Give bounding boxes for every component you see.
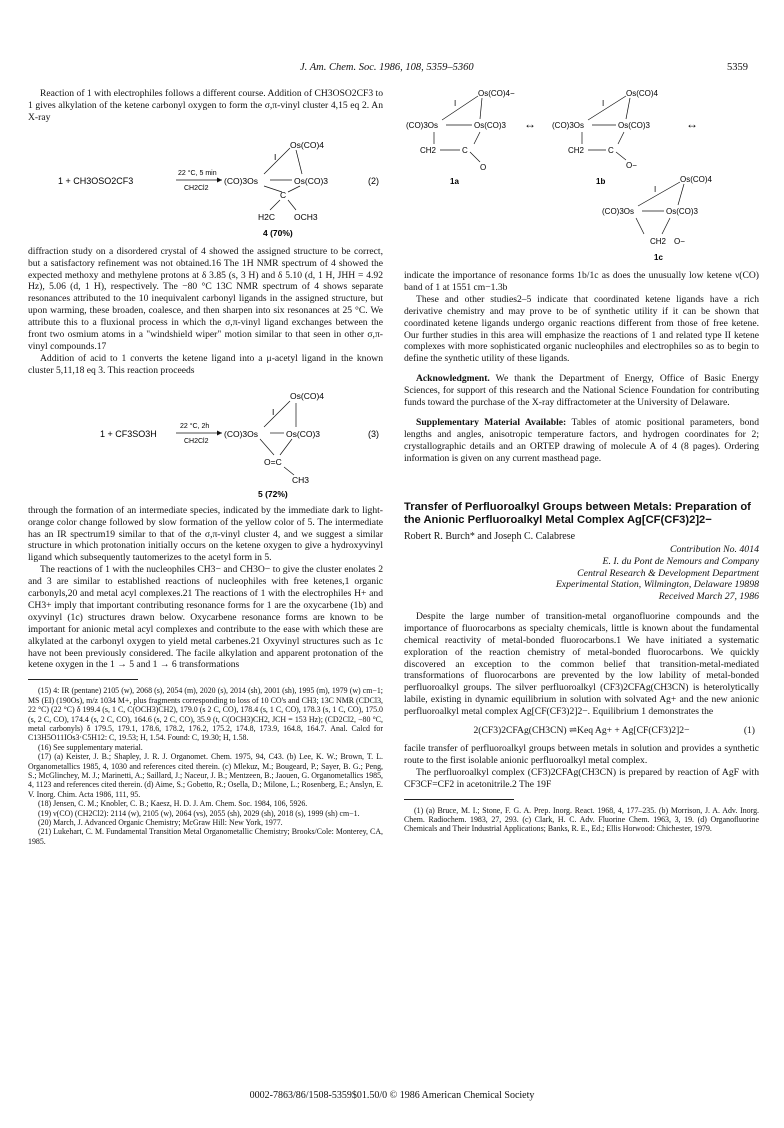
bond	[616, 152, 626, 160]
os-right-label: Os(CO)3	[666, 207, 698, 216]
iodine-label: I	[272, 406, 275, 417]
bond	[588, 96, 626, 120]
os-top-label: Os(CO)4	[290, 139, 324, 150]
footnote: (18) Jensen, C. M.; Knobler, C. B.; Kaesz, H. D. J. Am. Chem. Soc. 1984, 106, 5926.	[38, 799, 308, 809]
bond	[636, 218, 644, 234]
bond	[260, 439, 274, 455]
ch2-label: CH2	[650, 237, 667, 246]
label-1b: 1b	[596, 177, 606, 186]
acknowledgment-heading: Acknowledgment.	[416, 373, 490, 385]
paragraph: Despite the large number of transition-metal organofluorine compounds and the importance of fluorocarbons as specialty chemicals, little is known about the fundamental chemical reactivity of metal-bonded fluorocarbons.1 We have initiated a systematic exploration of the reaction chemistry of metal-bonded fluorocarbons. We quickly discovered an exception to the common belief that transition-metal-mediated transformations of fluorocarbons are prevented by the low lability of metal-bonded perfluoroalkyl groups. The silver perfluoroalkyl (CF3)2CFAg(CH3CN) is heterolytically labile, existing in dynamic equilibrium in solution with solvated Ag+ and the new anionic perfluoroalkyl metal complex Ag[CF(CF3)2]2−. Equilibrium 1 demonstrates the	[404, 610, 759, 718]
eq2-number: (2)	[368, 175, 379, 186]
equation-1-number: (1)	[743, 725, 755, 737]
bond	[288, 186, 300, 192]
bond	[678, 184, 684, 205]
paragraph: The reactions of 1 with the nucleophiles CH3− and CH3O− to give the cluster enolates 2 and 3 are similar to established reactions of nucleophiles with free ketenes,1 organic carbonyls,20 and metal acyl complexes.21 The reactions of 1 with the electrophiles H+ and CH3+ imply that important contributing resonance forms for 1 are the oxycarbene (1b) and oxyvinyl (1c) structures drawn below. Oxycarbene resonance forms are known to be important for anionic metal acyl complexes and contribute to the ease with which these are alkylated at the carbonyl oxygen to yield metal carbenes.21 Oxyvinyl structures such as 1c have not been previously considered. The facile alkylation and apparent protonation of the ketene oxygen in the 1 → 5 and 1 → 6 transformations	[28, 564, 383, 671]
os-left-label: (CO)3Os	[602, 207, 634, 216]
left-column	[28, 88, 383, 846]
eq2-product-label: 4 (70%)	[263, 227, 293, 238]
oc-label: O=C	[264, 456, 282, 467]
paragraph: indicate the importance of resonance forms 1b/1c as does the unusually low ketene ν(CO) band of 1 at 1551 cm−1.3b	[404, 270, 759, 293]
eq2-reactants: 1 + CH3OSO2CF3	[58, 175, 134, 186]
footnote: (1) (a) Bruce, M. I.; Stone, F. G. A. Prep. Inorg. React. 1968, 4, 177–235. (b) Morrison, J. A. Adv. Inorg. Chem. Radiochem. 1983, 27, 293. (c) Clark, H. C. Adv. Fluorine Chem. 1963, 3, 19. (d) Organofluorine Chemicals and Their Industrial Applications; Banks, R. E., Ed.; Ellis Horwood: Chichester, 1979.	[404, 805, 759, 834]
resonance-arrow: ↔	[686, 117, 698, 131]
received-date: Received March 27, 1986	[658, 591, 759, 603]
iodine-label: I	[602, 99, 605, 108]
os-top-label: Os(CO)4	[626, 89, 658, 98]
footnote: (20) March, J. Advanced Organic Chemistry; McGraw Hill: New York, 1977.	[38, 818, 283, 828]
equation-2-structure	[28, 128, 383, 240]
bond	[662, 218, 670, 234]
bond	[264, 148, 290, 174]
resonance-arrow: ↔	[524, 117, 536, 131]
acknowledgment-text: We thank the Department of Energy, Office of Basic Energy Sciences, for support of this research and the National Science Foundation for contributing funds toward the purchase of the X-ray diffractometer at the University of Delaware.	[404, 373, 759, 409]
os-right-label: Os(CO)3	[474, 121, 506, 130]
affiliation-line: Contribution No. 4014	[670, 543, 759, 555]
footnotes	[404, 806, 759, 834]
carbon-label: C	[608, 146, 614, 155]
footnote: (15) 4: IR (pentane) 2105 (w), 2068 (s), 2054 (m), 2020 (s), 2014 (sh), 2001 (sh), 1995 (m), 1979 (w) cm−1; MS (EI) (190Os), m/z 1034 M+, plus fragments corresponding to loss of 10 CO's and CH3; 13C NMR (CDCl3, 22 °C) (22 °C) δ 199.4 (s, 1 C, C(OCH3)CH2), 179.0 (s 2 C, CO), 178.4 (s, 1 C, CO), 178.3 (s, 1 C, CO), 175.0 (s, 2 C, CO), 174.4 (s, 2 C, CO), 164.6 (s, 2 C, CO), 35.9 (t, C(OCH3)CH2, JCH = 153 Hz); (CD2Cl2, −80 °C, metal carbonyls) δ 179.5, 179.1, 178.6, 178.2, 176.2, 175.2, 174.8, 173.9, 164.8, 164.7. Anal. Calcd for C13H5O11IOs3·C5H12: C, 19.53; H, 1.54. Found: C, 19.30; H, 1.58.	[28, 686, 383, 743]
equation-3-scheme	[28, 381, 383, 499]
page-footer: 0002-7863/86/1508-5359$01.50/0 © 1986 American Chemical Society	[249, 1090, 535, 1101]
label-1c: 1c	[654, 253, 663, 262]
os-right-label: Os(CO)3	[294, 175, 328, 186]
footnotes	[28, 686, 383, 846]
bond	[280, 439, 292, 455]
eq3-conditions-below: CH2Cl2	[184, 437, 209, 445]
ch3-label: CH3	[292, 474, 310, 485]
bond	[284, 467, 294, 475]
bond	[288, 200, 296, 210]
paragraph: Addition of acid to 1 converts the ketene ligand into a μ-acetyl ligand in the known cluster 5,11,18 eq 3. This reaction proceeds	[28, 352, 383, 376]
authors: Robert R. Burch* and Joseph C. Calabrese	[404, 531, 576, 542]
iodine-label: I	[654, 185, 657, 194]
bond	[264, 186, 282, 192]
arrowhead	[217, 430, 222, 435]
os-left-label: (CO)3Os	[224, 175, 258, 186]
bond	[626, 98, 630, 119]
bond	[480, 98, 482, 119]
bond	[264, 401, 290, 427]
eq3-conditions-above: 22 °C, 2h	[180, 422, 210, 430]
iodine-label: I	[274, 151, 277, 162]
footnote: (19) ν(CO) (CH2Cl2): 2114 (w), 2105 (w), 2064 (vs), 2055 (sh), 2029 (sh), 2018 (s), 1999 (sh) cm−1.	[38, 808, 360, 818]
right-column	[404, 88, 759, 834]
journal-citation: J. Am. Chem. Soc. 1986, 108, 5359–5360	[300, 62, 474, 73]
affiliation-line: Central Research & Development Department	[577, 567, 759, 579]
paragraph: facile transfer of perfluoroalkyl groups between metals in solution and provides a synthetic route to the first isolable anionic perfluoroalkyl metal complex.	[404, 742, 759, 766]
footnote: (17) (a) Keister, J. B.; Shapley, J. R. J. Organomet. Chem. 1975, 94, C43. (b) Lee, K. W.; Brown, T. L. Organometallics 1985, 4, 1030 and references cited therein. (c) Mlekuz, M.; Bougeard, P.; Sayer, B. G.; Peng, S.; McGlinchey, M. J.; Marinetti, A.; Saillard, J.; Naceur, J. B.; Mentzeen, B.; Jaouen, G. Organometallics 1985, 4, 1123 and references cited therein. (d) Aime, S.; Gobetto, R.; Osella, D.; Milone, L.; Rosenberg, E.; Anslyn, E. V. Inorg. Chim. Acta 1986, 111, 95.	[28, 752, 384, 799]
supplementary-material	[404, 417, 759, 465]
eq3-product-label: 5 (72%)	[258, 488, 288, 499]
affiliation	[404, 544, 759, 603]
paragraph: diffraction study on a disordered crystal of 4 showed the assigned structure to be correct, but a satisfactory refinement was not obtained.16 The 1H NMR spectrum of 4 showed the expected methoxy and methylene protons at δ 3.85 (s, 3 H) and δ 5.10 (d, 1 H, JHH = 4.92 Hz), 5.06 (d, 1 H), respectively. The −80 °C 13C NMR spectrum of 4 shows separate resonances attributed to the 10 inequivalent carbonyl ligands in the assigned structure, but upon warming, these broaden, coalesce, and then sharpen into six resonances at 25 °C. We attribute this to a fluxional process in which the σ,π-vinyl ligand exchanges between the front two osmium atoms in a "windshield wiper" motion similar to that seen in other σ,π-vinyl compounds.17	[28, 245, 383, 352]
footnote-rule	[28, 679, 138, 680]
carbon-label: C	[280, 189, 287, 200]
affiliation-line: Experimental Station, Wilmington, Delaware 19898	[555, 579, 759, 591]
article-title: Transfer of Perfluoroalkyl Groups between Metals: Preparation of the Anionic Perfluoroalkyl Metal Complex Ag[CF(CF3)2]2−	[404, 500, 751, 526]
bond	[442, 96, 478, 120]
equation-1-text: 2(CF3)2CFAg(CH3CN) ⇌Keq Ag+ + Ag[CF(CF3)2]2−	[473, 725, 690, 737]
oxygen-label: O	[480, 163, 487, 172]
supplementary-heading: Supplementary Material Available:	[416, 416, 567, 428]
page-number: 5359	[727, 62, 748, 73]
os-top-label: Os(CO)4	[290, 390, 324, 401]
os-top-label: Os(CO)4−	[478, 89, 515, 98]
paragraph: through the formation of an intermediate species, indicated by the immediate dark to light-orange color change followed by slow formation of the yellow color of 5. The intermediate has an IR spectrum19 similar to that of the σ,π-vinyl cluster 4, and we suggest a similar structure in which protonation initially occurs on the ketene oxygen to give a hydroxyvinyl ligand which subsequently tautomerizes to the acetyl form in 5.	[28, 504, 383, 564]
bond	[618, 132, 624, 144]
eq2-conditions-below: CH2Cl2	[184, 184, 209, 192]
os-left-label: (CO)3Os	[224, 428, 258, 439]
os-left-label: (CO)3Os	[406, 121, 438, 130]
paragraph: The perfluoroalkyl complex (CF3)2CFAg(CH3CN) is prepared by reaction of AgF with CF3CF=CF2 in acetonitrile.2 The 19F	[404, 766, 759, 790]
h2c-label: H2C	[258, 211, 276, 222]
os-right-label: Os(CO)3	[618, 121, 650, 130]
acknowledgment	[404, 373, 759, 409]
bond	[638, 182, 680, 206]
label-1a: 1a	[450, 177, 459, 186]
equation-1	[404, 725, 759, 737]
resonance-scheme	[404, 88, 759, 264]
eq2-conditions-above: 22 °C, 5 min	[178, 169, 217, 177]
ch2-label: CH2	[568, 146, 585, 155]
ch2-label: CH2	[420, 146, 437, 155]
bond	[470, 152, 480, 162]
footnote: (21) Lukehart, C. M. Fundamental Transition Metal Organometallic Chemistry; Brooks/Cole: Monterey, CA, 1985.	[28, 827, 383, 846]
footnote: (16) See supplementary material.	[38, 742, 143, 752]
paragraph: These and other studies2–5 indicate that coordinated ketene ligands have a rich derivative chemistry and may prove to be of synthetic utility if it can be shown that coordinated ketene ligands undergo organic reactions different from those of free ketene. Our further studies in this area will emphasize the reactions of 1 and related type II ketene complexes with more sophisticated organic nucleophiles and electrophiles so as to begin to define the synthetic utility of these ligands.	[404, 293, 759, 365]
eq3-number: (3)	[368, 428, 379, 439]
os-left-label: (CO)3Os	[552, 121, 584, 130]
carbon-label: C	[462, 146, 468, 155]
iodine-label: I	[454, 99, 457, 108]
footnote-rule	[404, 799, 514, 800]
bond	[474, 132, 480, 144]
arrowhead	[217, 177, 222, 182]
supplementary-text: Tables of atomic positional parameters, bond lengths and angles, anisotropic temperature factors, and hydrogen coordinates for 2; crystallographic details and an ORTEP drawing of molecule A of 4 (8 pages). Ordering information is given on any current masthead page.	[404, 416, 760, 464]
och3-label: OCH3	[294, 211, 318, 222]
os-right-label: Os(CO)3	[286, 428, 320, 439]
affiliation-line: E. I. du Pont de Nemours and Company	[602, 555, 759, 567]
equation-3-structure	[28, 381, 383, 499]
oxygen-anion-label: O−	[626, 161, 637, 170]
oxygen-anion-label: O−	[674, 237, 685, 246]
eq3-reactants: 1 + CF3SO3H	[100, 428, 157, 439]
equation-2-scheme	[28, 128, 383, 240]
page-header	[0, 62, 784, 78]
resonance-structures	[404, 88, 759, 264]
os-top-label: Os(CO)4	[680, 175, 712, 184]
bond	[270, 200, 280, 210]
paragraph: Reaction of 1 with electrophiles follows a different course. Addition of CH3OSO2CF3 to 1 gives alkylation of the ketene carbonyl oxygen to form the σ,π-vinyl cluster 4,15 eq 2. An X-ray	[28, 88, 383, 123]
bond	[296, 150, 302, 174]
